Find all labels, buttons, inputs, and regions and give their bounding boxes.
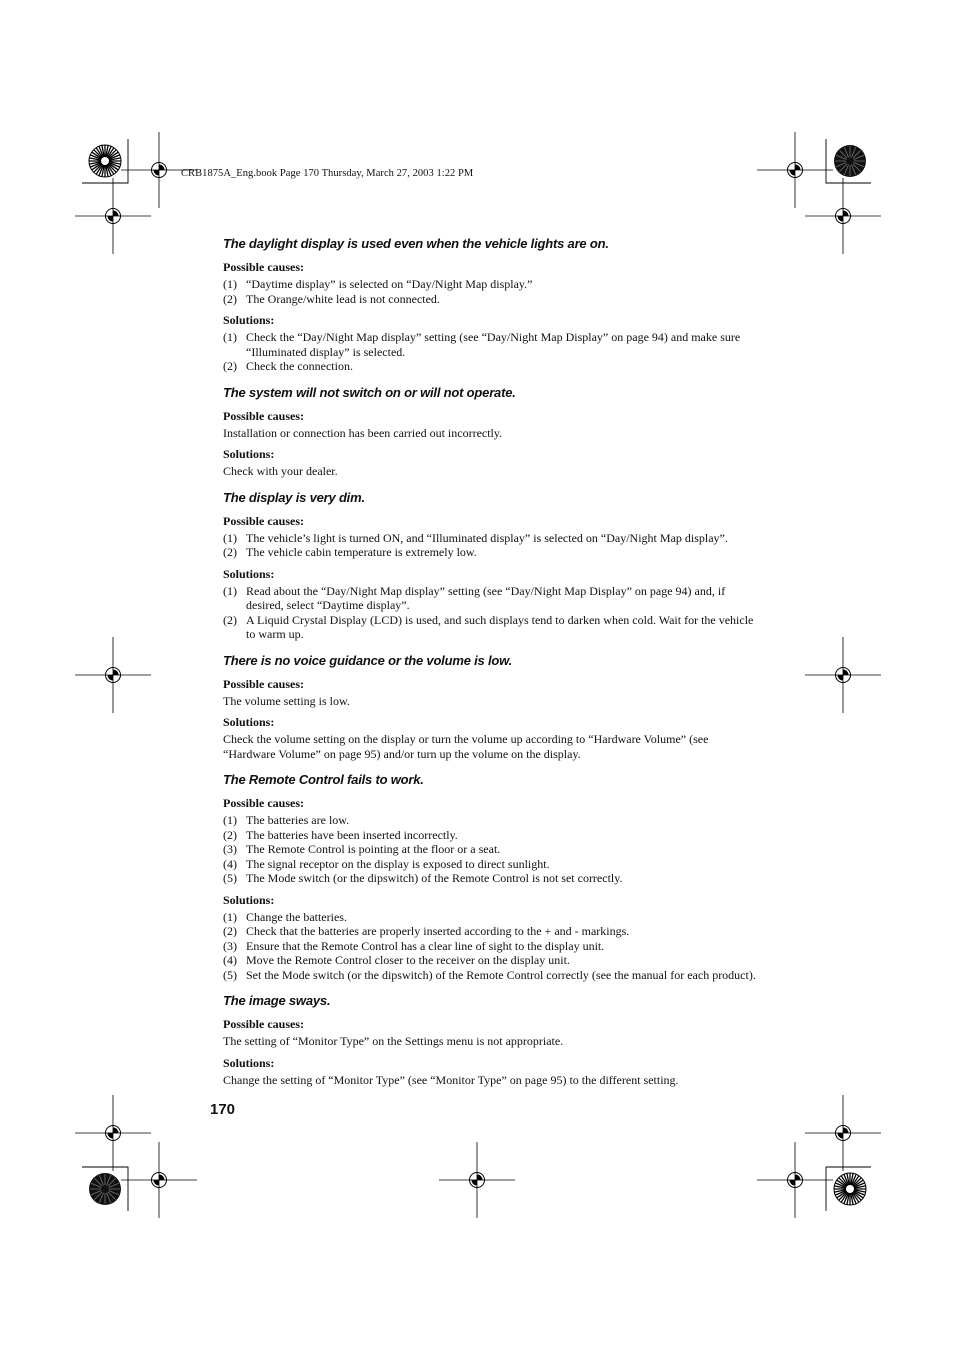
solutions-list xyxy=(223,910,763,983)
troubleshooting-content xyxy=(223,236,763,1094)
section-image-sways xyxy=(223,993,763,1087)
solutions-text: Check the volume setting on the display or turn the volume up according to “Hardware Volume” (see “Hardware Volume” on page 95) and/or turn up the volume on the display. xyxy=(223,732,709,761)
section-display-dim xyxy=(223,490,763,642)
section-no-voice-guidance xyxy=(223,653,763,762)
list-item: (1) Change the batteries. xyxy=(223,909,347,924)
list-item: (2) A Liquid Crystal Display (LCD) is used, and such displays tend to darken when cold. Wait for the vehicle to warm up. xyxy=(223,612,754,641)
causes-label: Possible causes: xyxy=(223,676,304,691)
list-item: (3) The Remote Control is pointing at the floor or a seat. xyxy=(223,842,501,856)
causes-list xyxy=(223,813,763,886)
section-title: The display is very dim. xyxy=(223,489,365,505)
solutions-list xyxy=(223,330,763,374)
section-daylight-display xyxy=(223,236,763,374)
list-item: (2) Check the connection. xyxy=(223,359,353,373)
list-item: (4) The signal receptor on the display is exposed to direct sunlight. xyxy=(223,856,550,871)
list-item: (1) The vehicle’s light is turned ON, and “Illuminated display” is selected on “Day/Night Map display”. xyxy=(223,530,728,545)
list-item: (2) The Orange/white lead is not connected. xyxy=(223,291,440,306)
causes-label: Possible causes: xyxy=(223,408,304,423)
solutions-label: Solutions: xyxy=(223,892,275,907)
section-title: The system will not switch on or will not operate. xyxy=(223,384,516,400)
solutions-label: Solutions: xyxy=(223,447,275,461)
section-system-not-switch-on xyxy=(223,385,763,479)
causes-list xyxy=(223,531,763,560)
list-item: (4) Move the Remote Control closer to the receiver on the display unit. xyxy=(223,953,570,967)
list-item: (3) Ensure that the Remote Control has a clear line of sight to the display unit. xyxy=(223,938,605,953)
solutions-list xyxy=(223,584,763,642)
file-info-header: CRB1875A_Eng.book Page 170 Thursday, March 27, 2003 1:22 PM xyxy=(181,168,474,179)
causes-label: Possible causes: xyxy=(223,513,304,528)
causes-label: Possible causes: xyxy=(223,796,304,810)
section-title: The image sways. xyxy=(223,993,331,1008)
section-remote-control xyxy=(223,772,763,982)
causes-text: The setting of “Monitor Type” on the Settings menu is not appropriate. xyxy=(223,1034,564,1048)
solutions-label: Solutions: xyxy=(223,715,275,729)
list-item: (1) Check the “Day/Night Map display” setting (see “Day/Night Map Display” on page 94) and make sure “Illuminated display” is selected. xyxy=(223,330,741,359)
solutions-label: Solutions: xyxy=(223,313,275,327)
causes-label: Possible causes: xyxy=(223,1017,304,1031)
page-number: 170 xyxy=(210,1101,236,1118)
solutions-text: Check with your dealer. xyxy=(223,464,338,478)
causes-text: Installation or connection has been carried out incorrectly. xyxy=(223,425,503,440)
solutions-label: Solutions: xyxy=(223,1055,275,1070)
causes-list xyxy=(223,277,763,306)
section-title: The Remote Control fails to work. xyxy=(223,772,424,787)
section-title: There is no voice guidance or the volume is low. xyxy=(223,652,512,668)
list-item: (2) The vehicle cabin temperature is extremely low. xyxy=(223,545,477,559)
list-item: (1) “Daytime display” is selected on “Day/Night Map display.” xyxy=(223,277,533,291)
list-item: (5) The Mode switch (or the dipswitch) of the Remote Control is not set correctly. xyxy=(223,871,623,885)
solutions-text: Change the setting of “Monitor Type” (see “Monitor Type” on page 95) to the different setting. xyxy=(223,1072,679,1087)
list-item: (5) Set the Mode switch (or the dipswitch) of the Remote Control correctly (see the manual for each product). xyxy=(223,967,756,982)
causes-label: Possible causes: xyxy=(223,260,304,274)
list-item: (1) Read about the “Day/Night Map display” setting (see “Day/Night Map Display” on page 94) and, if desired, select “Daytime display”. xyxy=(223,583,726,612)
list-item: (2) Check that the batteries are properly inserted according to the + and - markings. xyxy=(223,924,630,938)
causes-text: The volume setting is low. xyxy=(223,693,350,708)
solutions-label: Solutions: xyxy=(223,566,275,581)
section-title: The daylight display is used even when the vehicle lights are on. xyxy=(223,236,609,251)
list-item: (1) The batteries are low. xyxy=(223,813,350,827)
list-item: (2) The batteries have been inserted incorrectly. xyxy=(223,827,458,842)
